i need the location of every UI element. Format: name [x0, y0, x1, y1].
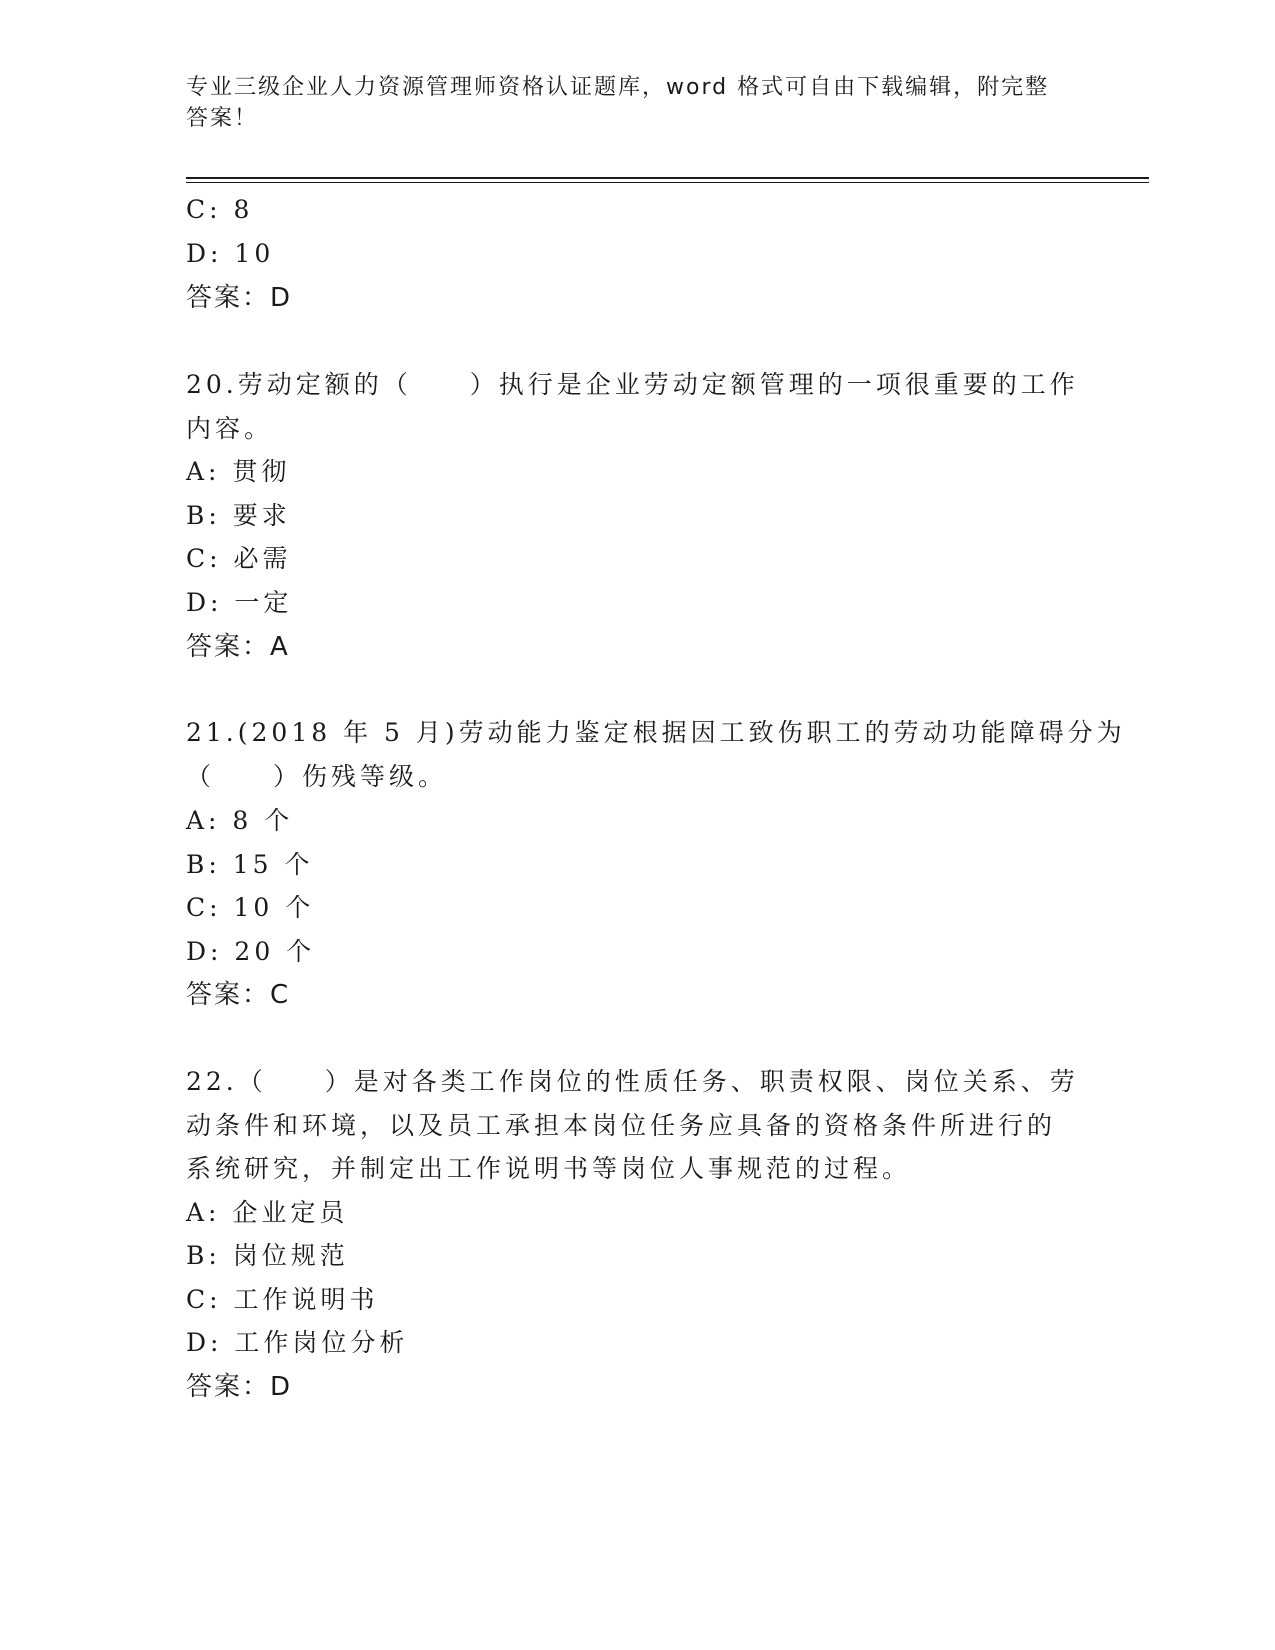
header-title-line-1: 专业三级企业人力资源管理师资格认证题库，word 格式可自由下载编辑，附完整	[186, 75, 1050, 100]
q21-option-d: D: 20 个	[186, 937, 316, 966]
q21-option-a: A: 8 个	[186, 806, 294, 835]
header-rule-thin	[186, 182, 1149, 183]
document-header	[186, 72, 1066, 134]
header-title-line-2: 答案！	[186, 106, 259, 131]
q20-stem-line-1: 20.劳动定额的（ ）执行是企业劳动定额管理的一项很重要的工作	[186, 370, 1079, 399]
q20-option-a: A: 贯彻	[186, 457, 291, 486]
q22-stem-line-2: 动条件和环境，以及员工承担本岗位任务应具备的资格条件所进行的	[186, 1111, 1057, 1140]
q22-option-c: C: 工作说明书	[186, 1285, 379, 1314]
q20-stem-line-2: 内容。	[186, 414, 274, 443]
q19-answer: 答案：D	[186, 283, 293, 313]
q22-option-b: B: 岗位规范	[186, 1241, 349, 1270]
header-rule-thick	[186, 177, 1149, 179]
q22-option-a: A: 企业定员	[186, 1198, 349, 1227]
q20-option-b: B: 要求	[186, 501, 291, 530]
q21-answer: 答案：C	[186, 980, 291, 1010]
q22-answer: 答案：D	[186, 1372, 293, 1402]
q19-option-d: D: 10	[186, 239, 275, 268]
q21-option-b: B: 15 个	[186, 850, 314, 879]
q20-answer: 答案：A	[186, 632, 290, 662]
q22-option-d: D: 工作岗位分析	[186, 1328, 409, 1357]
q20-option-c: C: 必需	[186, 544, 292, 573]
q21-stem-line-1: 21.(2018 年 5 月)劳动能力鉴定根据因工致伤职工的劳动功能障碍分为	[186, 718, 1126, 747]
q21-stem-line-2: （ ）伤残等级。	[186, 762, 448, 791]
q21-option-c: C: 10 个	[186, 893, 315, 922]
q20-option-d: D: 一定	[186, 588, 293, 617]
q22-stem-line-3: 系统研究，并制定出工作说明书等岗位人事规范的过程。	[186, 1154, 912, 1183]
q22-stem-line-1: 22.（ ）是对各类工作岗位的性质任务、职责权限、岗位关系、劳	[186, 1067, 1079, 1096]
q19-option-c: C: 8	[186, 195, 254, 224]
